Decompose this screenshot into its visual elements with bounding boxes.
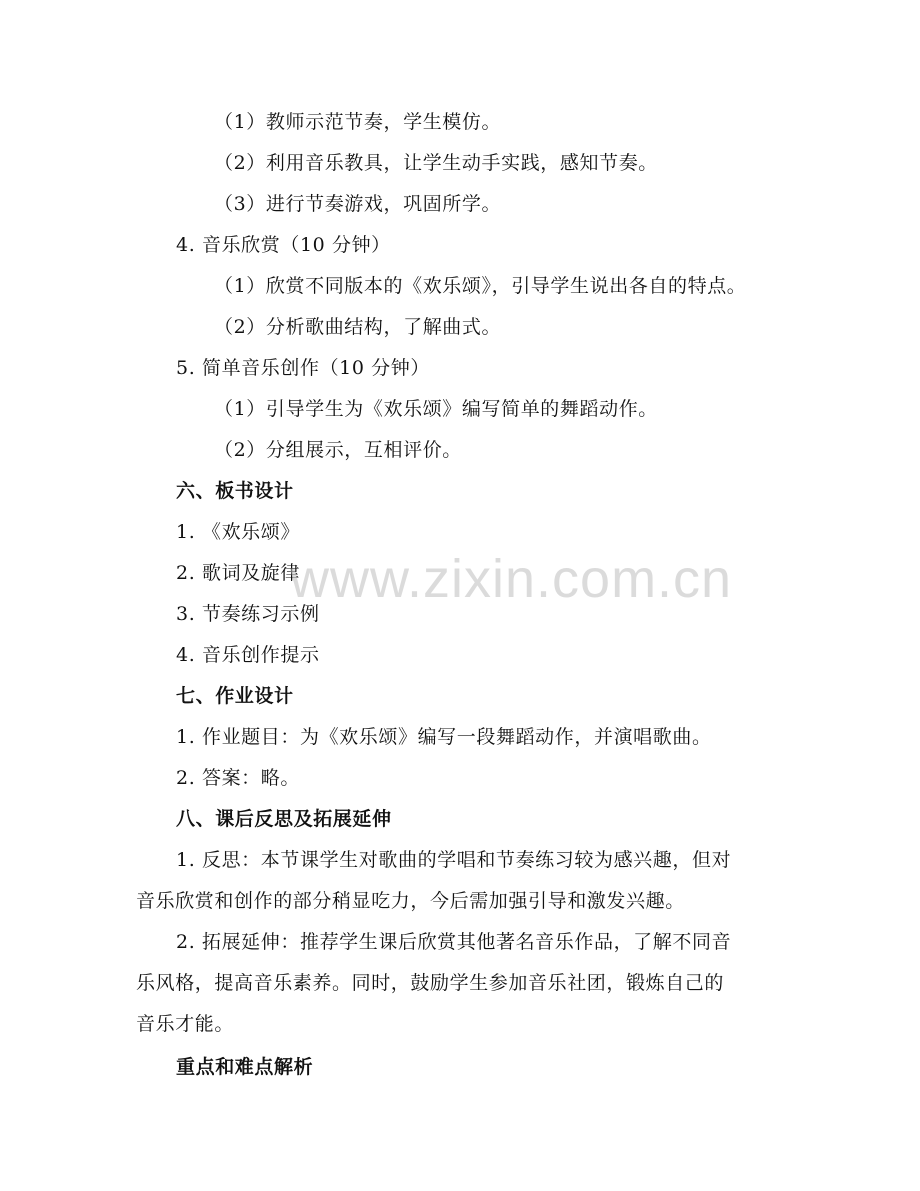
- step-5-item-1: （1）引导学生为《欢乐颂》编写简单的舞蹈动作。: [214, 398, 658, 420]
- reflection-line-1: 1. 反思：本节课学生对歌曲的学唱和节奏练习较为感兴趣，但对: [176, 849, 732, 871]
- section-6-heading: 六、板书设计: [176, 480, 294, 502]
- homework-item-1: 1. 作业题目：为《欢乐颂》编写一段舞蹈动作，并演唱歌曲。: [176, 726, 712, 748]
- reflection-line-2: 音乐欣赏和创作的部分稍显吃力，今后需加强引导和激发兴趣。: [136, 890, 685, 912]
- step-3-item-3: （3）进行节奏游戏，巩固所学。: [214, 193, 502, 215]
- step-4-heading: 4. 音乐欣赏（10 分钟）: [176, 234, 391, 256]
- section-7-heading: 七、作业设计: [176, 685, 294, 707]
- board-item-4: 4. 音乐创作提示: [176, 644, 320, 666]
- homework-item-2: 2. 答案：略。: [176, 767, 300, 789]
- board-item-1: 1. 《欢乐颂》: [176, 521, 300, 543]
- step-5-item-2: （2）分组展示，互相评价。: [214, 439, 462, 461]
- step-5-heading: 5. 简单音乐创作（10 分钟）: [176, 357, 430, 379]
- extension-line-1: 2. 拓展延伸：推荐学生课后欣赏其他著名音乐作品，了解不同音: [176, 931, 732, 953]
- step-3-item-1: （1）教师示范节奏，学生模仿。: [214, 111, 502, 133]
- step-4-item-2: （2）分析歌曲结构，了解曲式。: [214, 316, 502, 338]
- board-item-2: 2. 歌词及旋律: [176, 562, 300, 584]
- step-4-item-1: （1）欣赏不同版本的《欢乐颂》，引导学生说出各自的特点。: [214, 275, 747, 297]
- section-8-heading: 八、课后反思及拓展延伸: [176, 808, 392, 830]
- step-3-item-2: （2）利用音乐教具，让学生动手实践，感知节奏。: [214, 152, 658, 174]
- key-points-heading: 重点和难点解析: [176, 1056, 314, 1078]
- watermark: www.zixin.com.cn: [290, 549, 733, 609]
- extension-line-3: 音乐才能。: [136, 1013, 235, 1035]
- extension-line-2: 乐风格，提高音乐素养。同时，鼓励学生参加音乐社团，锻炼自己的: [136, 972, 725, 994]
- board-item-3: 3. 节奏练习示例: [176, 603, 320, 625]
